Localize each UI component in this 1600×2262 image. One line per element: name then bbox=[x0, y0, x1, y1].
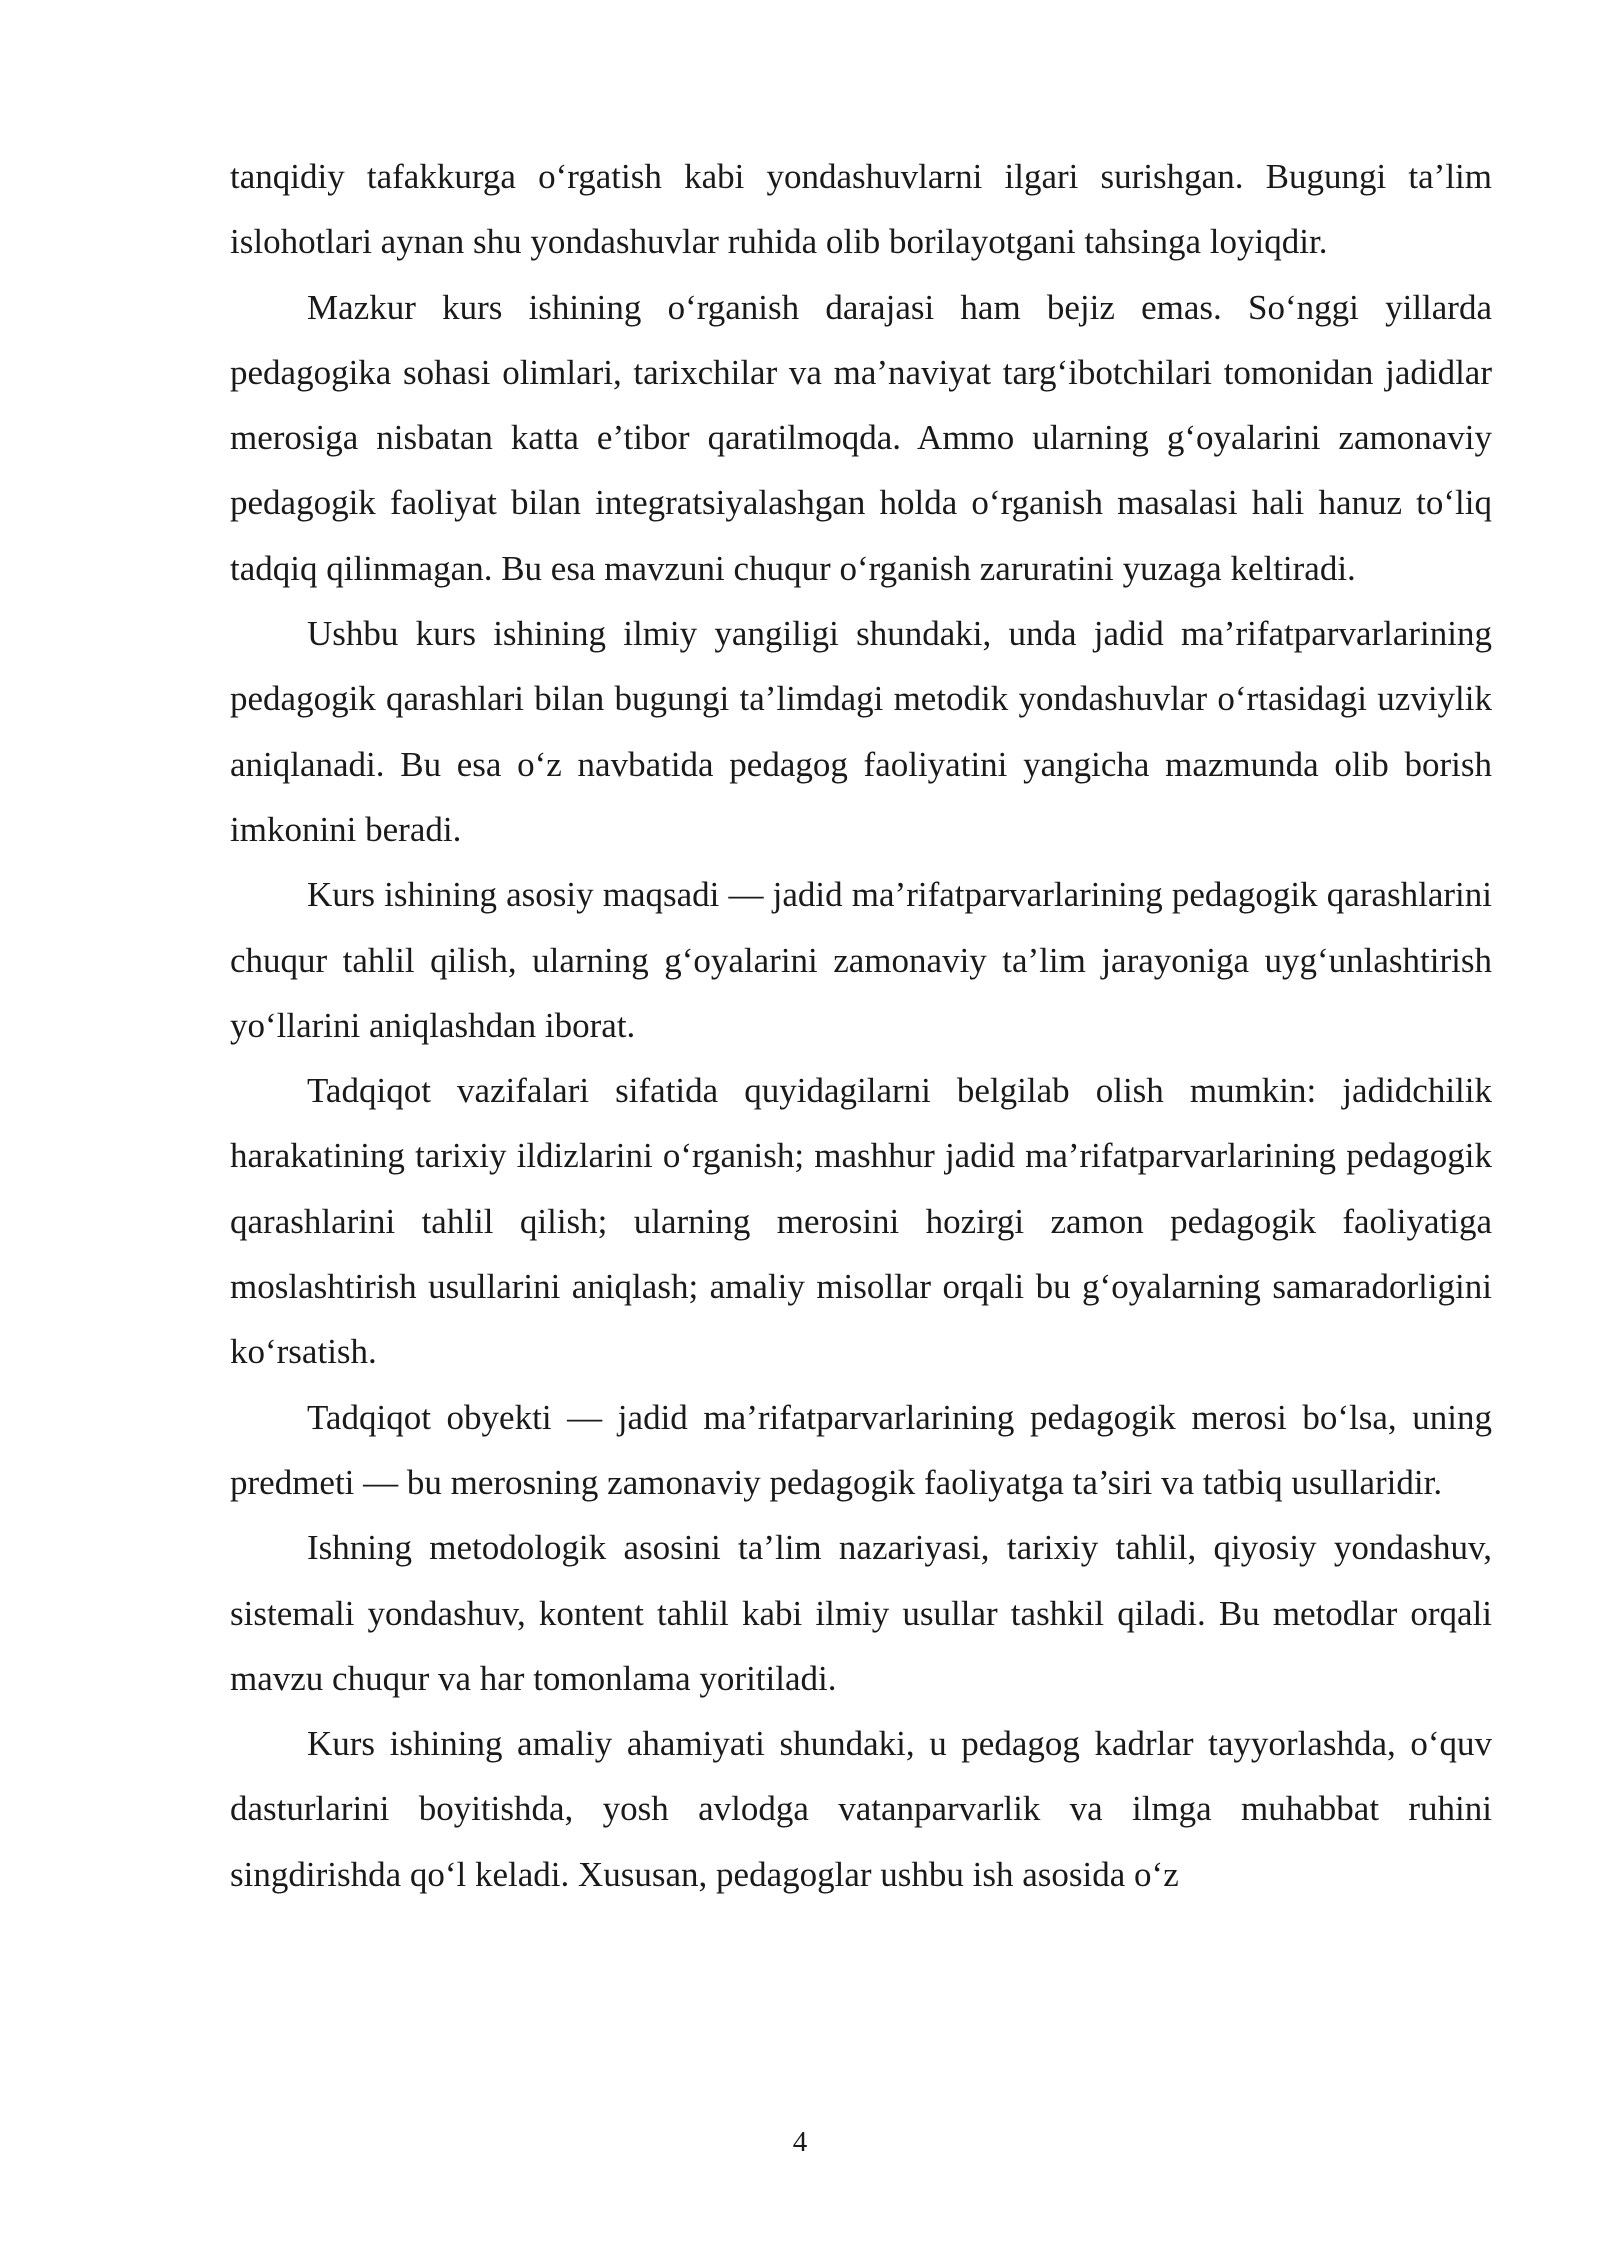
body-text bbox=[230, 144, 1492, 1907]
paragraph-continuation: tanqidiy tafakkurga o‘rgatish kabi yondashuvlarni ilgari surishgan. Bugungi ta’lim islohotlari aynan shu yondashuvlar ruhida olib borilayotgani tahsinga loyiqdir. bbox=[230, 157, 1492, 262]
paragraph-methodology: Ishning metodologik asosini ta’lim nazariyasi, tarixiy tahlil, qiyosiy yondashuv, sistemali yondashuv, kontent tahlil kabi ilmiy usullar tashkil qiladi. Bu metodlar orqali mavzu chuqur va har tomonlama yoritiladi. bbox=[230, 1528, 1492, 1698]
paragraph-main-goal: Kurs ishining asosiy maqsadi — jadid ma’rifatparvarlarining pedagogik qarashlarini chuqur tahlil qilish, ularning g‘oyalarini zamonaviy ta’lim jarayoniga uyg‘unlashtirish yo‘llarini aniqlashdan iborat. bbox=[230, 875, 1492, 1045]
paragraph-scientific-novelty: Ushbu kurs ishining ilmiy yangiligi shundaki, unda jadid ma’rifatparvarlarining pedagogik qarashlari bilan bugungi ta’limdagi metodik yondashuvlar o‘rtasidagi uzviylik aniqlanadi. Bu esa o‘z navbatida pedagog faoliyatini yangicha mazmunda olib borish imkonini beradi. bbox=[230, 614, 1492, 849]
paragraph-research-tasks: Tadqiqot vazifalari sifatida quyidagilarni belgilab olish mumkin: jadidchilik harakatining tarixiy ildizlarini o‘rganish; mashhur jadid ma’rifatparvarlarining pedagogik qarashlarini tahlil qilish; ularning merosini hozirgi zamon pedagogik faoliyatiga moslashtirish usullarini aniqlash; amaliy misollar orqali bu g‘oyalarning samaradorligini ko‘rsatish. bbox=[230, 1071, 1492, 1372]
paragraph-research-object: Tadqiqot obyekti — jadid ma’rifatparvarlarining pedagogik merosi bo‘lsa, uning predmeti — bu merosning zamonaviy pedagogik faoliyatga ta’siri va tatbiq usullaridir. bbox=[230, 1397, 1492, 1502]
page-number: 4 bbox=[792, 2126, 808, 2158]
paragraph-research-level: Mazkur kurs ishining o‘rganish darajasi ham bejiz emas. So‘nggi yillarda pedagogika sohasi olimlari, tarixchilar va ma’naviyat targ‘ibotchilari tomonidan jadidlar merosiga nisbatan katta e’tibor qaratilmoqda. Ammo ularning g‘oyalarini zamonaviy pedagogik faoliyat bilan integratsiyalashgan holda o‘rganish masalasi hali hanuz to‘liq tadqiq qilinmagan. Bu esa mavzuni chuqur o‘rganish zaruratini yuzaga keltiradi. bbox=[230, 287, 1492, 588]
paragraph-practical-value: Kurs ishining amaliy ahamiyati shundaki, u pedagog kadrlar tayyorlashda, o‘quv dasturlarini boyitishda, yosh avlodga vatanparvarlik va ilmga muhabbat ruhini singdirishda qo‘l keladi. Xususan, pedagoglar ushbu ish asosida o‘z bbox=[230, 1724, 1492, 1894]
